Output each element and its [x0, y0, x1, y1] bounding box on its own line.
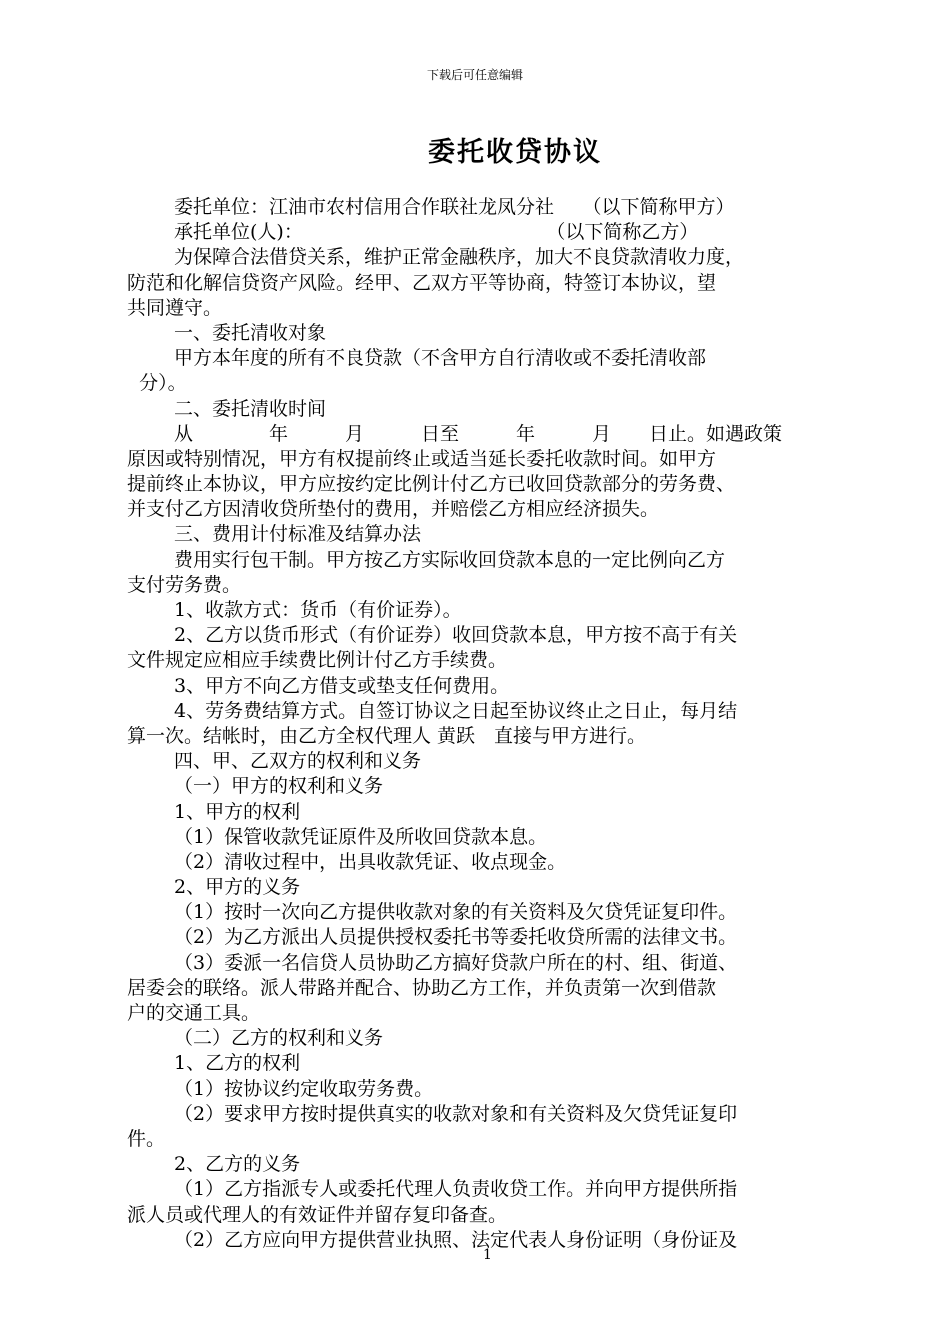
- text-line: （2）要求甲方按时提供真实的收款对象和有关资料及欠贷凭证复印: [174, 1102, 738, 1125]
- text-line: 四、甲、乙双方的权利和义务: [174, 750, 422, 773]
- text-line: 派人员或代理人的有效证件并留存复印备查。: [127, 1203, 508, 1226]
- text-line: （二）乙方的权利和义务: [174, 1027, 384, 1050]
- text-line: 2、乙方以货币形式（有价证券）收回贷款本息，甲方按不高于有关: [174, 624, 738, 647]
- text-line: 文件规定应相应手续费比例计付乙方手续费。: [127, 649, 508, 672]
- text-line: 三、费用计付标准及结算办法: [174, 523, 422, 546]
- text-line: 1、甲方的权利: [174, 800, 301, 823]
- text-line: （2）为乙方派出人员提供授权委托书等委托收贷所需的法律文书。: [174, 926, 738, 949]
- text-line: 委托单位：江油市农村信用合作联社龙凤分社 （以下简称甲方）: [174, 196, 735, 218]
- text-line: （1）按时一次向乙方提供收款对象的有关资料及欠贷凭证复印件。: [174, 901, 738, 924]
- text-line: 分）。: [127, 372, 187, 395]
- text-line: 2、甲方的义务: [174, 876, 301, 899]
- text-line: （2）乙方应向甲方提供营业执照、法定代表人身份证明（身份证及: [174, 1228, 738, 1251]
- text-line: （1）乙方指派专人或委托代理人负责收贷工作。并向甲方提供所指: [174, 1178, 738, 1201]
- text-line: （一）甲方的权利和义务: [174, 775, 384, 798]
- text-line: 为保障合法借贷关系，维护正常金融秩序，加大不良贷款清收力度，: [174, 246, 745, 269]
- text-line: （1）按协议约定收取劳务费。: [174, 1077, 434, 1100]
- text-line: 3、甲方不向乙方借支或垫支任何费用。: [174, 674, 510, 697]
- text-line: 1、乙方的权利: [174, 1052, 301, 1075]
- text-line: 费用实行包干制。甲方按乙方实际收回贷款本息的一定比例向乙方: [174, 548, 726, 571]
- header-note: 下载后可任意编辑: [426, 68, 523, 82]
- text-line: 1、收款方式：货币（有价证券）。: [174, 599, 462, 621]
- text-line: 户的交通工具。: [127, 1002, 261, 1024]
- text-line: 并支付乙方因清收贷所垫付的费用，并赔偿乙方相应经济损失。: [127, 498, 660, 521]
- text-line: 提前终止本协议，甲方应按约定比例计付乙方已收回贷款部分的劳务费、: [127, 473, 736, 496]
- text-line: 算一次。结帐时，由乙方全权代理人 黄跃 直接与甲方进行。: [127, 724, 647, 747]
- text-line: 4、劳务费结算方式。自签订协议之日起至协议终止之日止，每月结: [174, 699, 738, 722]
- text-line: 居委会的联络。派人带路并配合、协助乙方工作，并负责第一次到借款: [127, 976, 717, 999]
- text-line: （1）保管收款凭证原件及所收回贷款本息。: [174, 825, 548, 848]
- text-line: 甲方本年度的所有不良贷款（不含甲方自行清收或不委托清收部: [174, 347, 707, 370]
- text-line: 共同遵守。: [127, 296, 223, 319]
- text-line: 一、委托清收对象: [174, 321, 327, 344]
- text-line: 支付劳务费。: [127, 573, 242, 596]
- text-line: 防范和化解信贷资产风险。经甲、乙双方平等协商，特签订本协议，望: [127, 271, 717, 294]
- text-line: 原因或特别情况，甲方有权提前终止或适当延长委托收款时间。如甲方: [127, 447, 717, 470]
- text-line: 2、乙方的义务: [174, 1153, 301, 1176]
- page-number: 1: [483, 1247, 492, 1263]
- text-line: 件。: [127, 1127, 166, 1150]
- document-body: [127, 195, 847, 1253]
- text-line: （2）清收过程中，出具收款凭证、收点现金。: [174, 850, 567, 873]
- text-line: 二、委托清收时间: [174, 397, 327, 420]
- document-title: 委托收贷协议: [428, 137, 602, 168]
- text-line: 从 年 月 日至 年 月 日止。如遇政策: [174, 422, 783, 445]
- text-line: （3）委派一名信贷人员协助乙方搞好贷款户所在的村、组、街道、: [174, 951, 738, 974]
- text-line: 承托单位(人)： （以下简称乙方）: [174, 221, 699, 244]
